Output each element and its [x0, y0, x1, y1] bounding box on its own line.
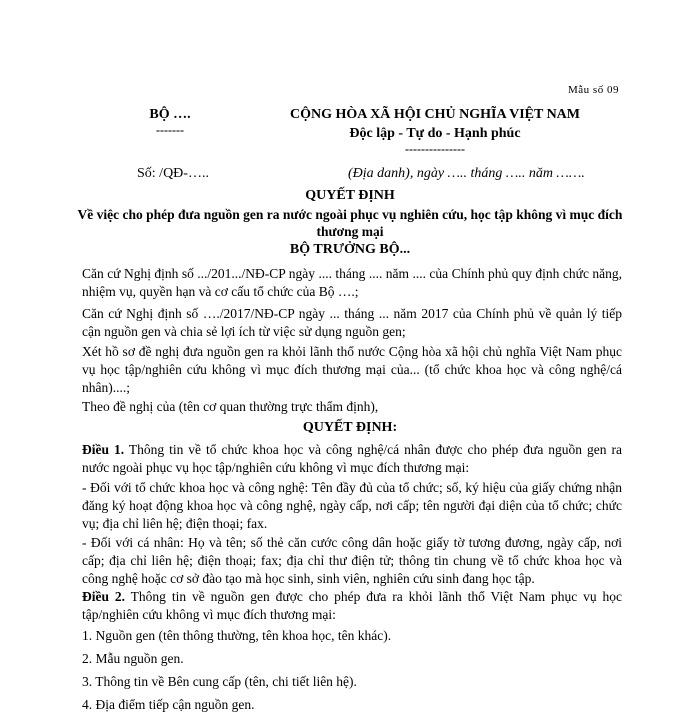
ministry-header: [130, 105, 210, 136]
article-2-item: 3. Thông tin về Bên cung cấp (tên, chi tiết liên hệ).: [82, 674, 357, 689]
decision-number: Số: /QĐ-…..: [137, 166, 209, 181]
article-2-item: 4. Địa điểm tiếp cận nguồn gen.: [82, 697, 255, 712]
document-title: QUYẾT ĐỊNH: [305, 188, 395, 203]
article-1-text: Thông tin về tổ chức khoa học và công nghệ/cá nhân được cho phép đưa nguồn gen ra nước ngoài phục vụ học tập/nghiên cứu không vì mục đích thương mại:: [82, 442, 622, 475]
decides-heading: QUYẾT ĐỊNH:: [302, 420, 398, 435]
ministry-name: BỘ ….: [149, 107, 191, 122]
document-subject: Về việc cho phép đưa nguồn gen ra nước ngoài phục vụ nghiên cứu, học tập không vì mục đích thương mại: [77, 207, 623, 239]
article-2: [82, 588, 622, 624]
article-1-label: Điều 1.: [82, 442, 125, 457]
place-date: (Địa danh), ngày ….. tháng ….. năm …….: [348, 166, 585, 181]
preamble-basis-1: Căn cứ Nghị định số .../201.../NĐ-CP ngày .... tháng .... năm .... của Chính phủ quy định chức năng, nhiệm vụ, quyền hạn và cơ cấu tổ chức của Bộ ….;: [82, 266, 622, 299]
preamble-basis-2: Căn cứ Nghị định số …./2017/NĐ-CP ngày ... tháng ... năm 2017 của Chính phủ về quản lý tiếp cận nguồn gen và chia sẻ lợi ích từ việc sử dụng nguồn gen;: [82, 306, 622, 339]
article-2-item: 1. Nguồn gen (tên thông thường, tên khoa học, tên khác).: [82, 628, 392, 643]
issuing-authority: BỘ TRƯỞNG BỘ...: [289, 242, 411, 257]
article-1-individual-item: - Đối với cá nhân: Họ và tên; số thẻ căn cước công dân hoặc giấy tờ tương đương, ngày cấp, nơi cấp; địa chỉ liên hệ; điện thoại; fax; địa chỉ thư điện tử; thông tin chung về tổ chức khoa học và công nghệ hoặc cơ sở đào tạo mà học sinh, sinh viên, nghiên cứu sinh đang học tập.: [82, 535, 622, 586]
preamble-dossier: Xét hồ sơ đề nghị đưa nguồn gen ra khỏi lãnh thổ nước Cộng hòa xã hội chủ nghĩa Việt Nam phục vụ học tập/nghiên cứu không vì mục đích thương mại của... (tổ chức khoa học và công nghệ/cá nhân)....;: [82, 344, 622, 395]
form-number: Mẫu số 09: [568, 84, 619, 96]
article-1-organization-item: - Đối với tổ chức khoa học và công nghệ: Tên đầy đủ của tổ chức; số, ký hiệu của giấy chứng nhận đăng ký hoạt động khoa học và công nghệ, ngày cấp, nơi cấp; tên người đại diện của tổ chức; chức vụ; địa chỉ liên hệ; điện thoại; fax.: [82, 480, 622, 531]
preamble-proposal: Theo đề nghị của (tên cơ quan thường trực thẩm định),: [82, 399, 379, 414]
article-2-item: 2. Mẫu nguồn gen.: [82, 651, 184, 666]
ministry-divider: -------: [156, 123, 184, 137]
article-2-label: Điều 2.: [82, 589, 126, 604]
article-1: [82, 441, 622, 477]
country-name: CỘNG HÒA XÃ HỘI CHỦ NGHĨA VIỆT NAM: [289, 107, 580, 122]
motto-divider: ---------------: [405, 142, 465, 156]
national-header: [270, 105, 600, 155]
article-2-text: Thông tin về nguồn gen được cho phép đưa ra khỏi lãnh thổ Việt Nam phục vụ học tập/nghiên cứu không vì mục đích thương mại:: [82, 589, 623, 622]
national-motto: Độc lập - Tự do - Hạnh phúc: [349, 126, 521, 141]
